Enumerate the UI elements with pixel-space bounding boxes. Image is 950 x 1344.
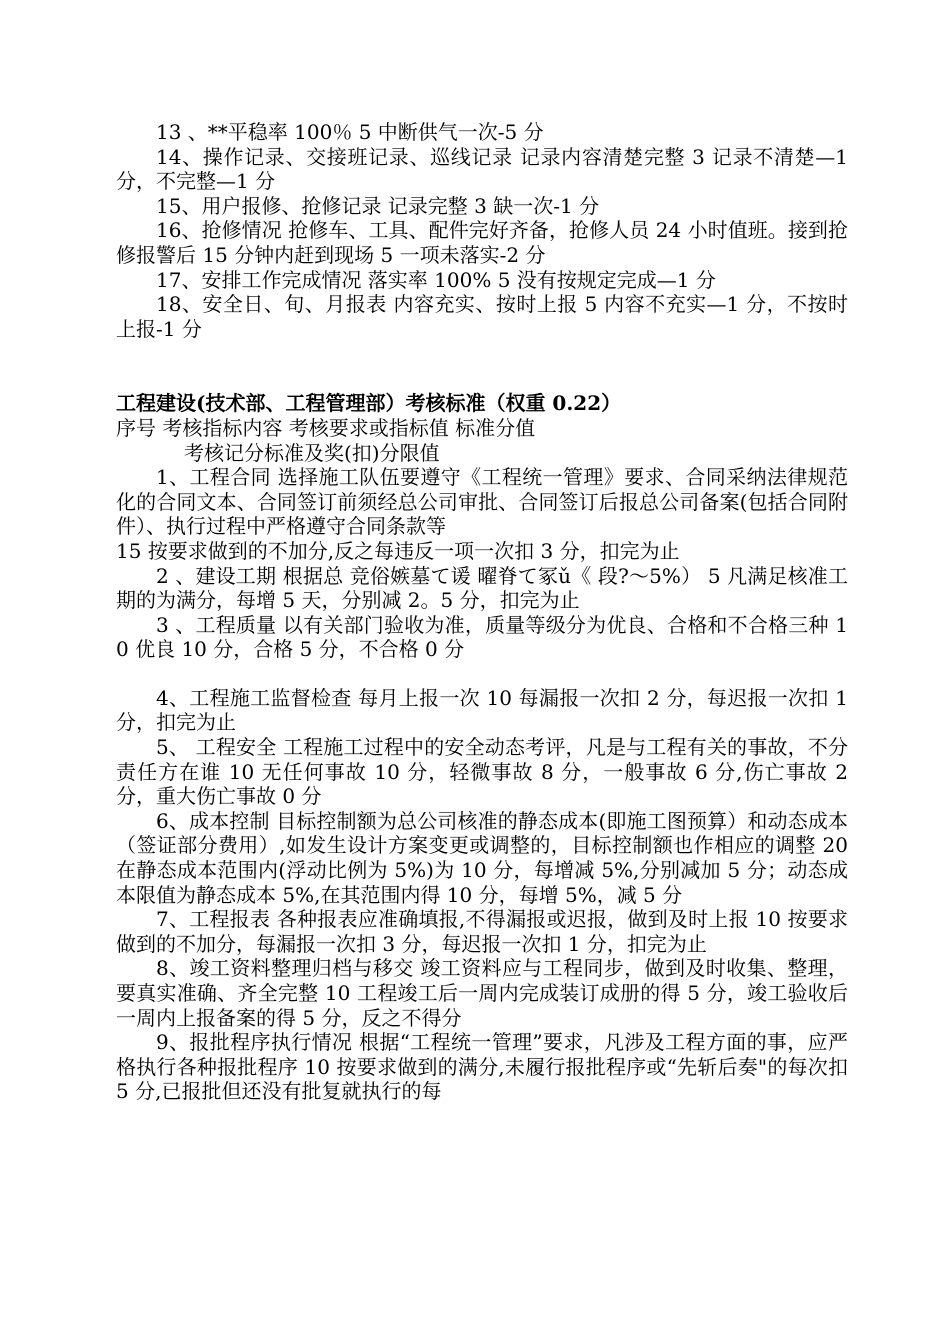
- document-paragraph: 17、安排工作完成情况 落实率 100% 5 没有按规定完成—1 分: [156, 267, 716, 292]
- document-paragraph: 2 、建设工期 根据总 竞俗嫉墓て谖 曜脊て冢ǔ《 段?～5%） 5 凡满足核准工期的为满分，每增 5 天，分别减 2。5 分，扣完为止: [116, 563, 848, 613]
- document-paragraph: 1、工程合同 选择施工队伍要遵守《工程统一管理》要求、合同采纳法律规范化的合同文本、合同签订前须经总公司审批、合同签订后报总公司备案(包括合同附件）、执行过程中严格遵守合同条款等: [116, 465, 848, 539]
- document-paragraph: 18、安全日、旬、月报表 内容充实、按时上报 5 内容不充实—1 分，不按时上报-1 分: [116, 292, 848, 341]
- document-paragraph: 15、用户报修、抢修记录 记录完整 3 缺一次-1 分: [156, 193, 600, 218]
- section-gap: [116, 341, 848, 391]
- paragraph-gap: [116, 662, 848, 686]
- document-paragraph: 9、报批程序执行情况 根据“工程统一管理”要求，凡涉及工程方面的事，应严格执行各种报批程序 10 按要求做到的满分,未履行报批程序或“先斩后奏"的每次扣 5 分,已报批但还没有批复就执行的每: [116, 1030, 855, 1104]
- section-supply-items: [116, 120, 855, 341]
- section-construction-items: [116, 465, 848, 662]
- document-paragraph: 13 、**平稳率 100％ 5 中断供气一次-5 分: [156, 120, 544, 144]
- document-paragraph: 6、成本控制 目标控制额为总公司核准的静态成本(即施工图预算）和动态成本（签证部分费用）,如发生设计方案变更或调整的，目标控制额也作相应的调整 20 在静态成本范围内(浮动比例为 5%)为 10 分，每增减 5%,分别减加 5 分；动态成本限值为静态成本 5%,在其范围内得 10 分，每增 5%，减 5 分: [116, 808, 855, 907]
- document-paragraph: 3 、工程质量 以有关部门验收为准，质量等级分为优良、合格和不合格三种 10 优良 10 分，合格 5 分，不合格 0 分: [116, 612, 848, 662]
- document-page: [116, 120, 855, 1104]
- section-construction-items-continued: [116, 685, 855, 1104]
- document-paragraph: 5、 工程安全 工程施工过程中的安全动态考评，凡是与工程有关的事故，不分责任方在谁 10 无任何事故 10 分，轻微事故 8 分，一般事故 6 分,伤亡事故 2 分，重大伤亡事故 0 分: [116, 735, 855, 809]
- table-header-line: 序号 考核指标内容 考核要求或指标值 标准分值: [116, 415, 536, 440]
- document-paragraph: 14、操作记录、交接班记录、巡线记录 记录内容清楚完整 3 记录不清楚—1 分，不完整—1 分: [116, 144, 855, 194]
- document-paragraph: 16、抢修情况 抢修车、工具、配件完好齐备，抢修人员 24 小时值班。接到抢修报警后 15 分钟内赶到现场 5 一项未落实-2 分: [116, 218, 848, 267]
- table-header-line-2: 考核记分标准及奖(扣)分限值: [184, 440, 440, 465]
- section-title: 工程建设(技术部、工程管理部）考核标准（权重 0.22）: [116, 391, 622, 416]
- document-paragraph: 4、工程施工监督检查 每月上报一次 10 每漏报一次扣 2 分，每迟报一次扣 1 分，扣完为止: [116, 685, 855, 735]
- document-paragraph: 7、工程报表 各种报表应准确填报,不得漏报或迟报，做到及时上报 10 按要求做到的不加分，每漏报一次扣 3 分，每迟报一次扣 1 分，扣完为止: [116, 907, 848, 956]
- document-paragraph: 15 按要求做到的不加分,反之每违反一项一次扣 3 分，扣完为止: [116, 538, 680, 563]
- document-paragraph: 8、竣工资料整理归档与移交 竣工资料应与工程同步，做到及时收集、整理，要真实准确、齐全完整 10 工程竣工后一周内完成装订成册的得 5 分，竣工验收后一周内上报备案的得 5 分，反之不得分: [116, 956, 848, 1030]
